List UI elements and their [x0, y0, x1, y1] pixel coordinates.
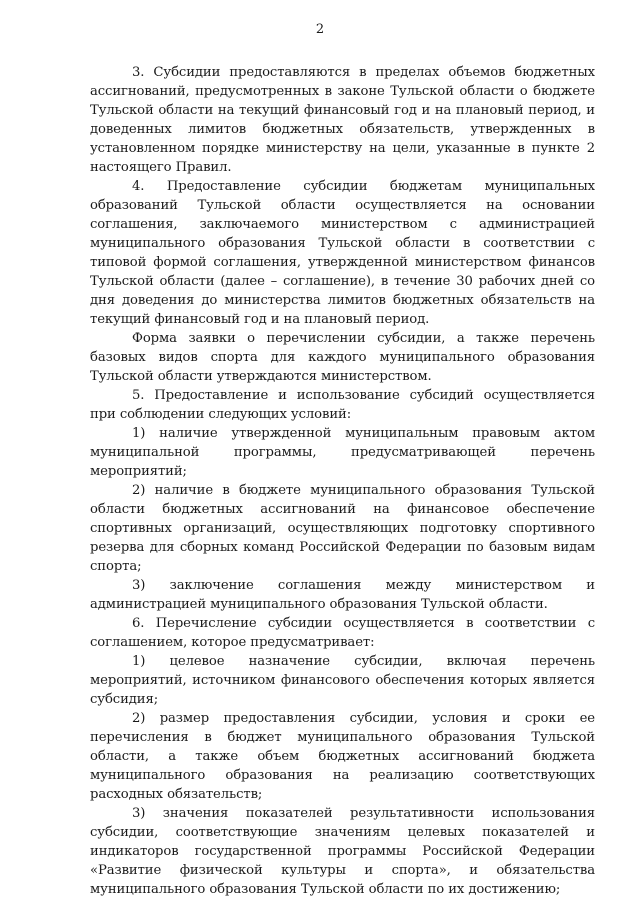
paragraph-6-item-1: 1) целевое назначение субсидии, включая перечень мероприятий, источником финансового обеспечения которых является субсидия; [90, 654, 595, 707]
document-body [90, 63, 595, 899]
paragraph-application-form: Форма заявки о перечислении субсидии, а также перечень базовых видов спорта для каждого муниципального образования Тульской области утверждаются министерством. [90, 331, 595, 384]
paragraph-6-item-2: 2) размер предоставления субсидии, условия и сроки ее перечисления в бюджет муниципального образования Тульской области, а также объем бюджетных ассигнований бюджета муниципального образования на реализацию соответствующих расходных обязательств; [90, 711, 595, 802]
paragraph-4-agreement: 4. Предоставление субсидии бюджетам муниципальных образований Тульской области осуществляется на основании соглашения, заключаемого министерством с администрацией муниципального образования Тульской области в соответствии с типовой формой соглашения, утвержденной министерством финансов Тульской области (далее – соглашение), в течение 30 рабочих дней со дня доведения до министерства лимитов бюджетных обязательств на текущий финансовый год и на плановый период. [90, 179, 595, 327]
page-number: 2 [315, 22, 325, 37]
paragraph-6-transfer: 6. Перечисление субсидии осуществляется в соответствии с соглашением, которое предусматривает: [90, 616, 595, 650]
paragraph-5-conditions: 5. Предоставление и использование субсидий осуществляется при соблюдении следующих условий: [90, 388, 595, 422]
paragraph-5-condition-2: 2) наличие в бюджете муниципального образования Тульской области бюджетных ассигнований на финансовое обеспечение спортивных организаций, осуществляющих подготовку спортивного резерва для сборных команд Российской Федерации по базовым видам спорта; [90, 483, 595, 574]
paragraph-3-subsidy-limits: 3. Субсидии предоставляются в пределах объемов бюджетных ассигнований, предусмотренных в законе Тульской области о бюджете Тульской области на текущий финансовый год и на плановый период, и доведенных лимитов бюджетных обязательств, утвержденных в установленном порядке министерству на цели, указанные в пункте 2 настоящего Правил. [90, 65, 595, 175]
paragraph-5-condition-1: 1) наличие утвержденной муниципальным правовым актом муниципальной программы, предусматривающей перечень мероприятий; [90, 426, 595, 479]
paragraph-5-condition-3: 3) заключение соглашения между министерством и администрацией муниципального образования Тульской области. [90, 578, 595, 612]
paragraph-6-item-3: 3) значения показателей результативности использования субсидии, соответствующие значениям целевых показателей и индикаторов государственной программы Российской Федерации «Развитие физической культуры и спорта», и обязательства муниципального образования Тульской области по их достижению; [90, 806, 595, 897]
